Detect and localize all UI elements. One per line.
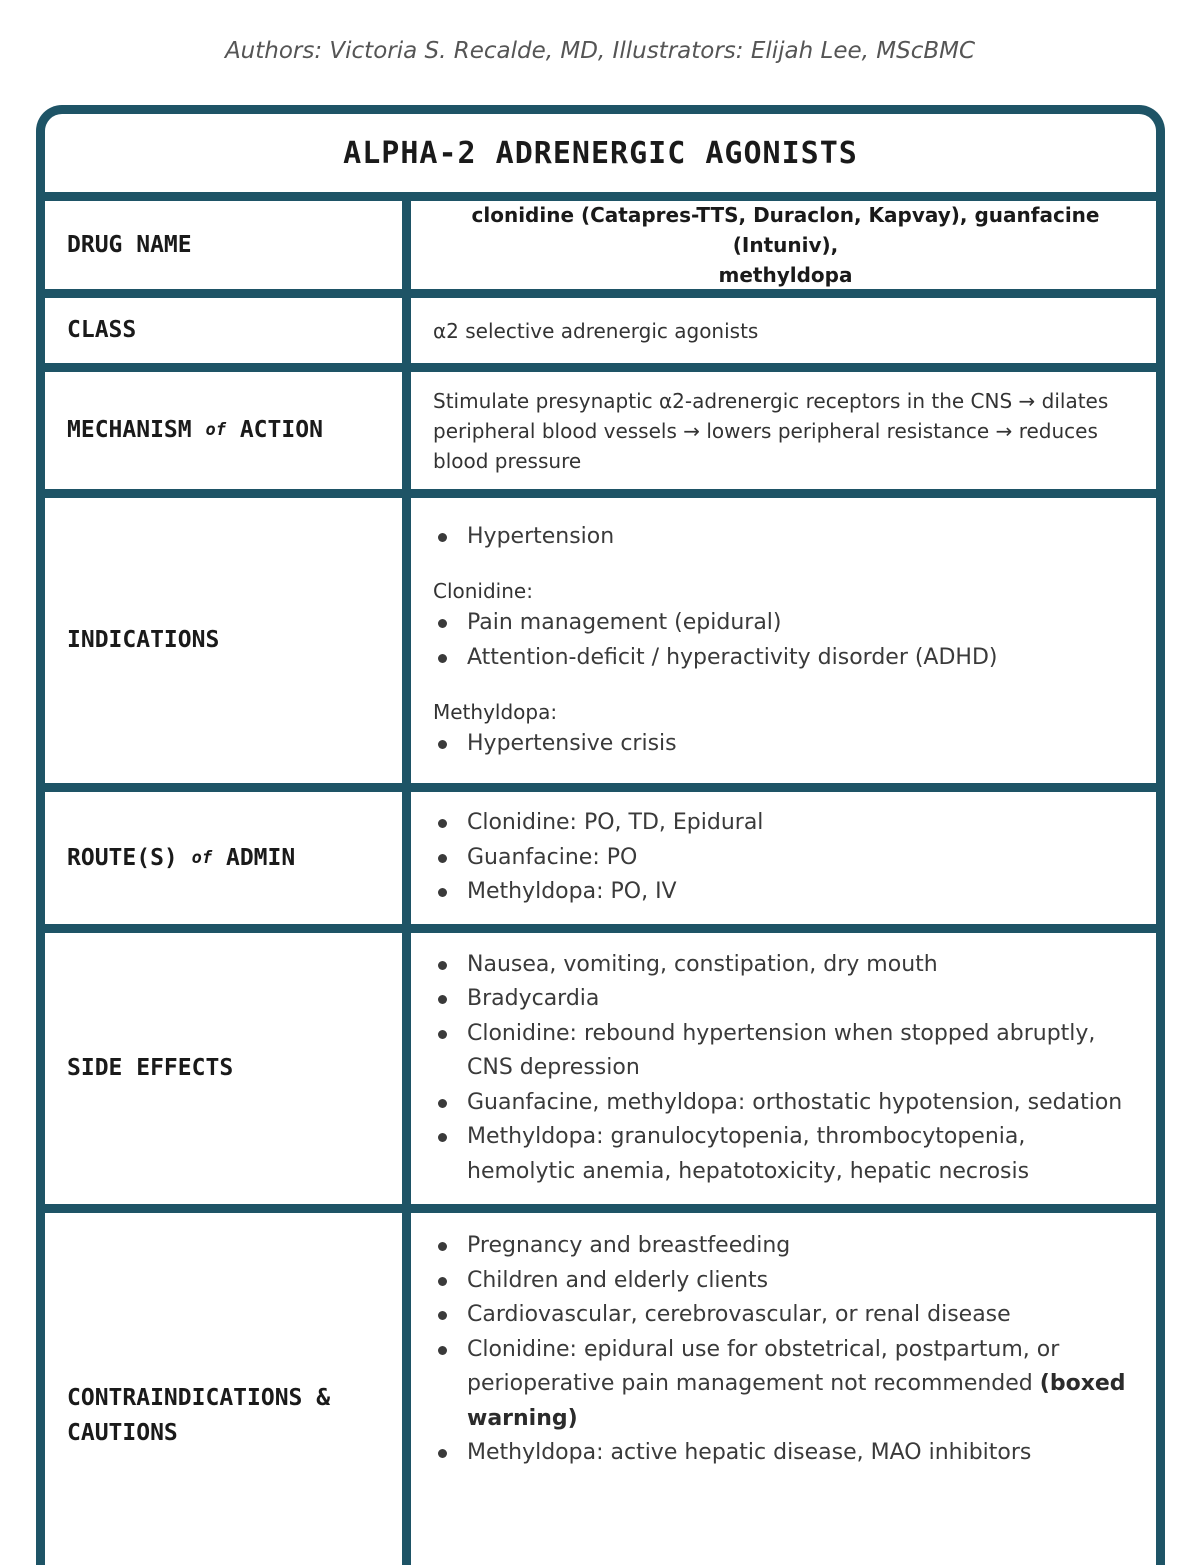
row-drug-name bbox=[45, 201, 1156, 298]
mechanism-text: Stimulate presynaptic α2-adrenergic receptors in the CNS → dilates peripheral blood vessels → lowers peripheral resistance → reduces blood pressure bbox=[433, 388, 1109, 473]
row-indications bbox=[45, 498, 1156, 792]
clonidine-contraindication-text: Clonidine: epidural use for obstetrical, postpartum, or perioperative pain management not recommended bbox=[467, 1336, 1060, 1396]
row-routes bbox=[45, 792, 1156, 933]
list-item bbox=[433, 1333, 1138, 1437]
list-item: Methyldopa: PO, IV bbox=[433, 875, 1138, 910]
label-drug-name: DRUG NAME bbox=[45, 201, 411, 289]
row-class bbox=[45, 298, 1156, 372]
list-item: Attention-deficit / hyperactivity disorder (ADHD) bbox=[433, 641, 1138, 676]
indications-content bbox=[411, 498, 1156, 783]
indications-general-list bbox=[433, 520, 1138, 555]
label-routes-of: of bbox=[191, 847, 213, 868]
list-item: Pain management (epidural) bbox=[433, 606, 1138, 641]
list-item: Pregnancy and breastfeeding bbox=[433, 1229, 1138, 1264]
routes-list bbox=[433, 806, 1138, 910]
methyldopa-heading: Methyldopa: bbox=[433, 700, 558, 724]
class-content bbox=[411, 298, 1156, 363]
indications-clonidine-list bbox=[433, 606, 1138, 675]
boxed-warning-text: (boxed warning) bbox=[467, 1371, 1126, 1431]
mechanism-content bbox=[411, 372, 1156, 489]
side-effects-list bbox=[433, 948, 1138, 1190]
label-mechanism-of: of bbox=[205, 420, 226, 440]
drug-name-line-2: methyldopa bbox=[718, 263, 853, 287]
drug-table-card bbox=[36, 105, 1165, 1565]
label-class: CLASS bbox=[45, 298, 411, 363]
list-item: Bradycardia bbox=[433, 982, 1138, 1017]
authors-line: Authors: Victoria S. Recalde, MD, Illustrators: Elijah Lee, MScBMC bbox=[224, 38, 976, 64]
table-title: ALPHA-2 ADRENERGIC AGONISTS bbox=[343, 135, 858, 171]
row-contraindications bbox=[45, 1213, 1156, 1565]
indications-methyldopa-list bbox=[433, 727, 1138, 762]
drug-name-line-1: clonidine (Catapres-TTS, Duraclon, Kapvay), guanfacine (Intuniv), bbox=[471, 203, 1100, 257]
label-mechanism bbox=[45, 372, 411, 489]
list-item: Nausea, vomiting, constipation, dry mouth bbox=[433, 948, 1138, 983]
list-item: Children and elderly clients bbox=[433, 1264, 1138, 1299]
list-item: Clonidine: rebound hypertension when stopped abruptly, CNS depression bbox=[433, 1017, 1138, 1086]
title-row bbox=[45, 114, 1156, 201]
list-item: Cardiovascular, cerebrovascular, or renal disease bbox=[433, 1298, 1138, 1333]
label-mechanism-a: MECHANISM bbox=[67, 417, 192, 443]
label-routes bbox=[45, 792, 411, 924]
list-item: Hypertensive crisis bbox=[433, 727, 1138, 762]
class-text: α2 selective adrenergic agonists bbox=[433, 318, 759, 343]
clonidine-heading: Clonidine: bbox=[433, 579, 533, 603]
side-effects-content bbox=[411, 933, 1156, 1204]
label-side-effects: SIDE EFFECTS bbox=[45, 933, 411, 1204]
label-mechanism-b: ACTION bbox=[239, 417, 323, 443]
routes-content bbox=[411, 792, 1156, 924]
list-item: Guanfacine: PO bbox=[433, 841, 1138, 876]
list-item: Clonidine: PO, TD, Epidural bbox=[433, 806, 1138, 841]
contraindications-list bbox=[433, 1229, 1138, 1471]
label-contraindications: CONTRAINDICATIONS & CAUTIONS bbox=[45, 1213, 411, 1565]
list-item: Methyldopa: active hepatic disease, MAO inhibitors bbox=[433, 1436, 1138, 1471]
drug-name-content bbox=[411, 201, 1156, 289]
list-item: Methyldopa: granulocytopenia, thrombocytopenia, hemolytic anemia, hepatotoxicity, hepatic necrosis bbox=[433, 1120, 1138, 1189]
contraindications-content bbox=[411, 1213, 1156, 1565]
row-side-effects bbox=[45, 933, 1156, 1213]
row-mechanism bbox=[45, 372, 1156, 498]
label-routes-a: ROUTE(S) bbox=[67, 844, 178, 871]
label-routes-b: ADMIN bbox=[225, 844, 296, 871]
label-indications: INDICATIONS bbox=[45, 498, 411, 783]
list-item: Guanfacine, methyldopa: orthostatic hypotension, sedation bbox=[433, 1086, 1138, 1121]
list-item: Hypertension bbox=[433, 520, 1138, 555]
